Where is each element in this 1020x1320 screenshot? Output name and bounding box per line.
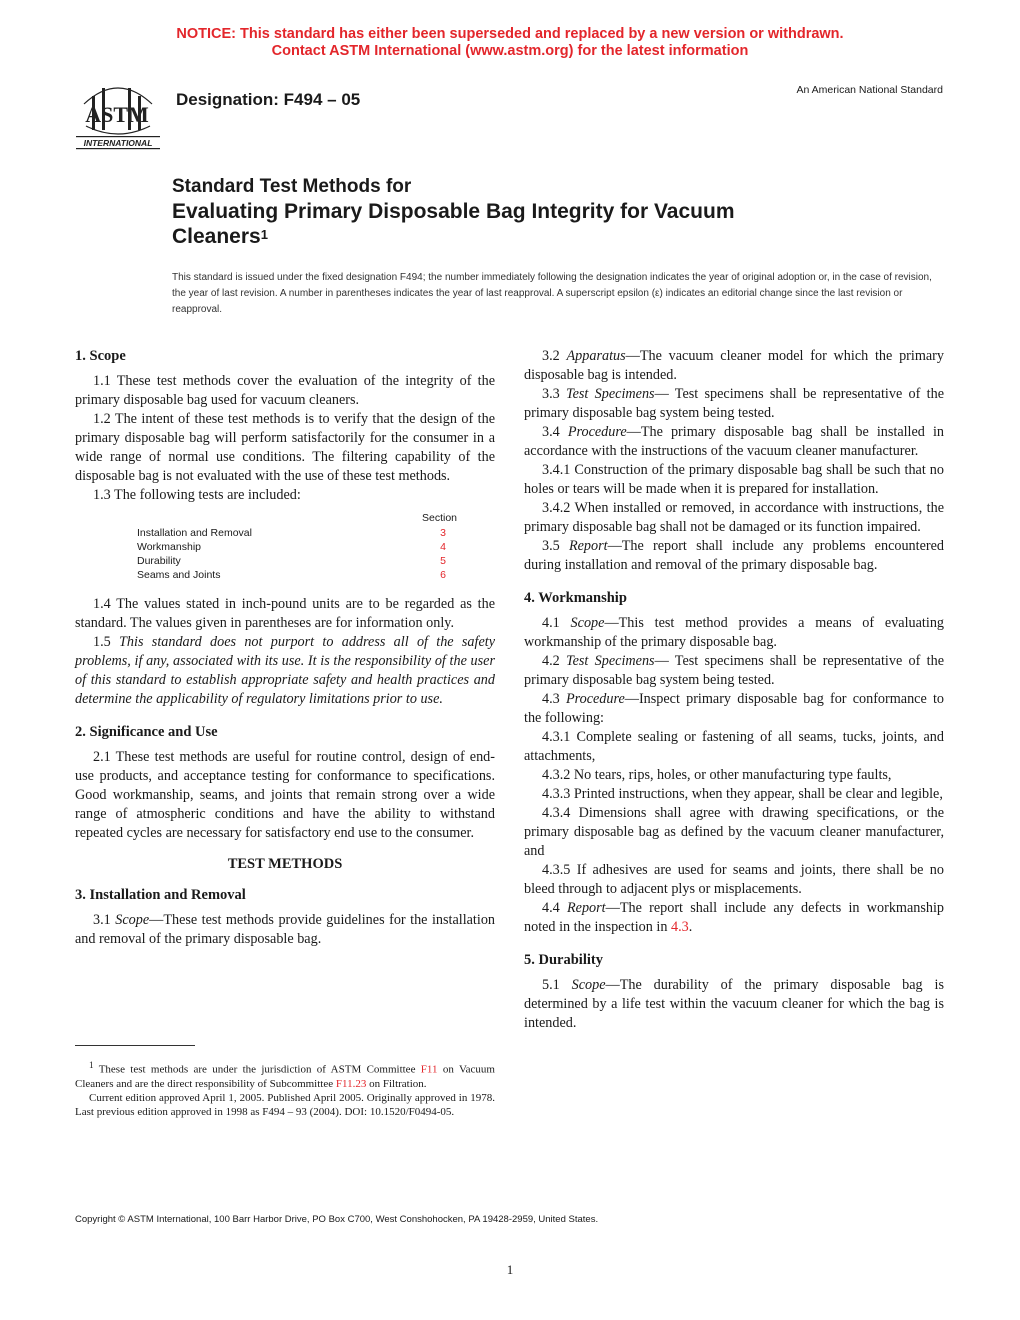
issuance-text: This standard is issued under the fixed designation F494; the number immediately following the designation indicates the year of original adoption or, in the case of revision, the year of last revision. A number in parentheses indicates the year of last reapproval. A superscript epsilon (	[172, 272, 932, 299]
para-3-3	[524, 385, 944, 423]
para-number: 5.1	[542, 977, 560, 993]
para-3-4	[524, 423, 944, 461]
epsilon-symbol: ε	[655, 288, 660, 299]
para-text: —This test method provides a means of evaluating workmanship of the primary disposable bag.	[524, 615, 945, 650]
para-1-5	[75, 633, 495, 709]
right-column	[524, 347, 944, 1033]
notice-line-1: NOTICE: This standard has either been superseded and replaced by a new version or withdrawn.	[176, 26, 844, 42]
left-column	[75, 347, 495, 949]
para-4-3	[524, 690, 944, 728]
para-4-4	[524, 899, 944, 937]
para-term: Test Specimens	[566, 653, 655, 669]
para-3-4-2: 3.4.2 When installed or removed, in accordance with instructions, the primary disposable bag shall not be damaged or its function impaired.	[524, 500, 944, 535]
para-5-1	[524, 976, 944, 1033]
para-number: 4.3	[542, 691, 560, 707]
issuance-note	[172, 270, 947, 318]
notice-line-2: Contact ASTM International (www.astm.org) for the latest information	[271, 43, 749, 59]
para-text: .	[688, 919, 693, 935]
title-line-3	[172, 224, 932, 249]
para-text: —The report shall include any problems encountered during installation and removal of the primary disposable bag.	[524, 538, 944, 573]
test-methods-heading: TEST METHODS	[227, 856, 343, 872]
copyright: Copyright © ASTM International, 100 Barr Harbor Drive, PO Box C700, West Conshohocken, PA 19428-2959, United States.	[75, 1214, 599, 1225]
para-3-1	[75, 911, 495, 949]
para-text: —The primary disposable bag shall be installed in accordance with the instructions of the vacuum cleaner manufacturer.	[524, 424, 945, 459]
para-3-4-1: 3.4.1 Construction of the primary disposable bag shall be such that no holes or tears will be made when it is prepared for installation.	[524, 462, 944, 497]
para-number: 3.4	[542, 424, 560, 440]
logo-letters: ASTM	[85, 102, 149, 127]
para-1-3: 1.3 The following tests are included:	[93, 487, 301, 503]
para-number: 1.5	[93, 634, 111, 650]
section-heading-workmanship: 4. Workmanship	[524, 590, 627, 606]
footnote-marker: 1	[89, 1060, 94, 1070]
para-term: Report	[567, 900, 606, 916]
para-number: 3.1	[93, 912, 111, 928]
para-number: 4.1	[542, 615, 560, 631]
section-heading-installation: 3. Installation and Removal	[75, 887, 246, 903]
section-heading-scope: 1. Scope	[75, 348, 126, 364]
footnote-text: These test methods are under the jurisdiction of ASTM Committee	[93, 1063, 421, 1076]
para-text: — Test specimens shall be representative of the primary disposable bag system being tested.	[524, 653, 944, 688]
national-standard-label: An American National Standard	[796, 84, 943, 96]
para-term: Scope	[571, 977, 606, 993]
para-text: —The report shall include any defects in workmanship noted in the inspection in	[524, 900, 945, 935]
safety-caveat: This standard does not purport to address all of the safety problems, if any, associated with its use. It is the responsibility of the user of this standard to establish appropriate safety and health practices and determine the applicability of regulatory limitations prior to use.	[75, 634, 495, 707]
para-number: 3.2	[542, 348, 560, 364]
committee-link[interactable]: F11	[420, 1063, 438, 1076]
para-term: Procedure	[567, 424, 627, 440]
tests-table-row	[137, 568, 457, 582]
para-1-1: 1.1 These test methods cover the evaluation of the integrity of the primary disposable bag used for vacuum cleaners.	[75, 373, 495, 408]
test-name: Seams and Joints	[137, 569, 221, 581]
para-term: Test Specimens	[566, 386, 655, 402]
tests-table-row	[137, 526, 457, 540]
test-section-link[interactable]: 5	[440, 555, 446, 567]
footnote-text: on Vacuum Cleaners and are the direct responsibility of Subcommittee	[75, 1063, 495, 1090]
para-3-5	[524, 537, 944, 575]
subcommittee-link[interactable]: F11.23	[335, 1077, 367, 1090]
para-term: Report	[568, 538, 608, 554]
test-name: Durability	[137, 555, 181, 567]
para-text: —The vacuum cleaner model for which the primary disposable bag is intended.	[524, 348, 944, 383]
test-section-link[interactable]: 3	[440, 527, 446, 539]
section-heading-durability: 5. Durability	[524, 952, 603, 968]
para-4-3-4: 4.3.4 Dimensions shall agree with drawing specifications, or the primary disposable bag as defined by the vacuum cleaner manufacturer, and	[524, 805, 944, 859]
para-term: Scope	[115, 912, 150, 928]
footnote-1	[75, 1058, 495, 1091]
footnote	[75, 1058, 495, 1119]
para-4-1	[524, 614, 944, 652]
page-number: 1	[506, 1262, 514, 1277]
title-line-3-text: Cleaners	[172, 225, 261, 248]
astm-logo-icon	[74, 78, 162, 150]
test-section-link[interactable]: 6	[440, 569, 446, 581]
withdrawal-notice	[0, 26, 1020, 60]
para-number: 3.3	[542, 386, 560, 402]
tests-table-header: Section	[422, 512, 458, 524]
footnote-text: on Filtration.	[366, 1077, 427, 1090]
footnote-2: Current edition approved April 1, 2005. Published April 2005. Originally approved in 1978. Last previous edition approved in 1998 as F494 – 93 (2004). DOI: 10.1520/F0494-05.	[75, 1091, 495, 1118]
test-name: Installation and Removal	[137, 527, 252, 539]
designation: Designation: F494 – 05	[176, 90, 361, 109]
title-footnote-ref[interactable]: 1	[260, 227, 268, 242]
para-number: 4.2	[542, 653, 560, 669]
para-number: 4.4	[542, 900, 560, 916]
para-4-3-2: 4.3.2 No tears, rips, holes, or other manufacturing type faults,	[542, 767, 892, 783]
para-3-2	[524, 347, 944, 385]
para-term: Scope	[570, 615, 605, 631]
para-4-3-5: 4.3.5 If adhesives are used for seams and joints, there shall be no bleed through to adjacent plys or misplacements.	[524, 862, 944, 897]
section-link[interactable]: 4.3	[670, 919, 689, 935]
test-section-link[interactable]: 4	[440, 541, 446, 553]
para-text: —Inspect primary disposable bag for conformance to the following:	[524, 691, 945, 726]
section-heading-significance: 2. Significance and Use	[75, 724, 218, 740]
tests-table	[75, 511, 495, 581]
tests-table-row	[137, 540, 457, 554]
title-line-1: Standard Test Methods for	[172, 176, 412, 197]
para-4-2	[524, 652, 944, 690]
para-text: —These test methods provide guidelines for the installation and removal of the primary disposable bag.	[75, 912, 496, 947]
para-4-3-1: 4.3.1 Complete sealing or fastening of all seams, tucks, joints, and attachments,	[524, 729, 944, 764]
document-title	[172, 175, 932, 249]
para-1-4: 1.4 The values stated in inch-pound units are to be regarded as the standard. The values given in parentheses are for information only.	[75, 596, 495, 631]
para-2-1: 2.1 These test methods are useful for routine control, design of end-use products, and acceptance testing for conformance to specifications. Good workmanship, seams, and joints that remain strong over a wide range of atmospheric conditions and have the ability to withstand repeated cycles are necessary for satisfactory end use to the consumer.	[75, 749, 495, 841]
para-text: — Test specimens shall be representative of the primary disposable bag system being tested.	[524, 386, 944, 421]
title-line-2: Evaluating Primary Disposable Bag Integrity for Vacuum	[172, 200, 735, 223]
para-term: Procedure	[565, 691, 625, 707]
issuance-text-end: ) indicates an editorial change since the last revision or reapproval.	[172, 288, 903, 315]
para-term: Apparatus	[566, 348, 626, 364]
test-name: Workmanship	[137, 541, 201, 553]
tests-table-row	[137, 554, 457, 568]
para-4-3-3: 4.3.3 Printed instructions, when they appear, shall be clear and legible,	[542, 786, 943, 802]
logo-subtitle: INTERNATIONAL	[83, 138, 153, 148]
para-1-2: 1.2 The intent of these test methods is to verify that the design of the primary disposable bag will perform satisfactorily for the consumer in a wide range of normal use conditions. The filtering capability of the disposable bag is not evaluated with the use of these test methods.	[75, 411, 495, 484]
footnote-divider	[75, 1045, 195, 1046]
para-number: 3.5	[542, 538, 560, 554]
para-text: —The durability of the primary disposable bag is determined by a life test within the vacuum cleaner for which the bag is intended.	[524, 977, 944, 1031]
